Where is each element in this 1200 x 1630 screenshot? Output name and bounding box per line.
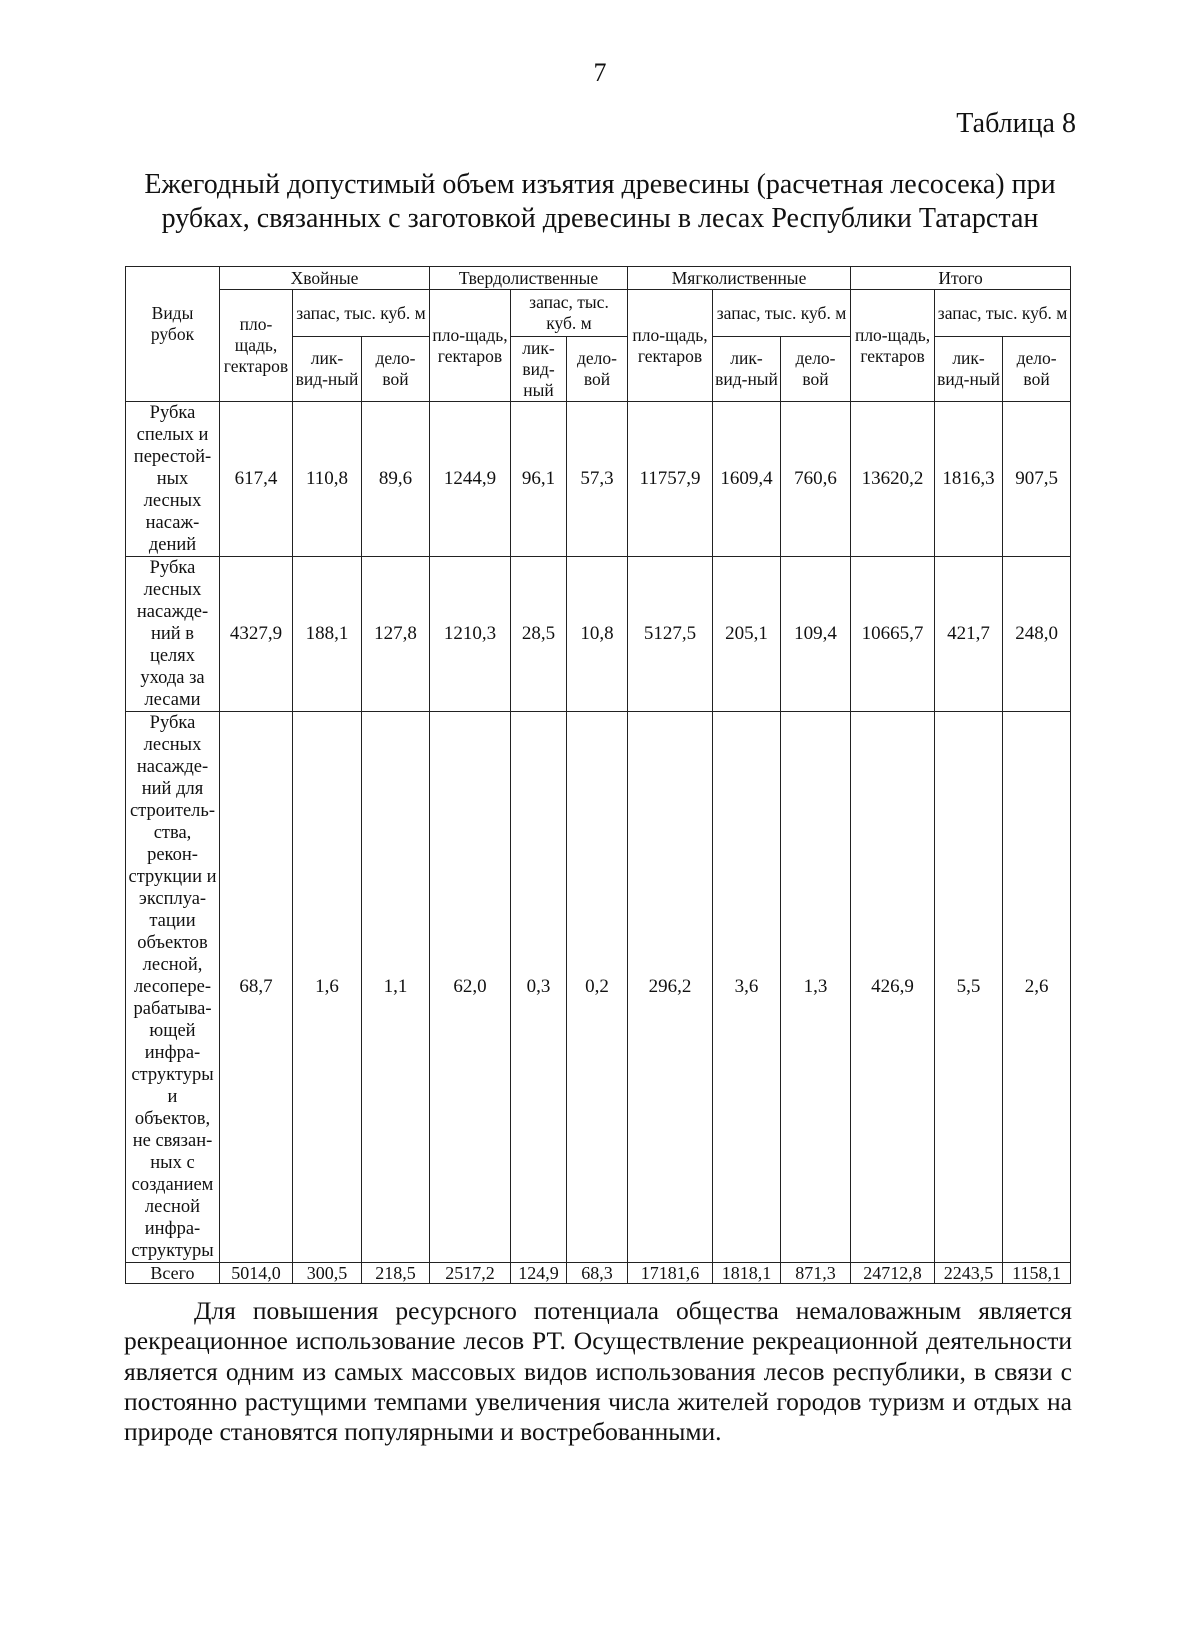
business-header: дело-вой: [1003, 337, 1071, 402]
cell: 296,2: [628, 712, 713, 1263]
cell: 4327,9: [220, 557, 293, 712]
total-cell: 2517,2: [430, 1263, 511, 1284]
stock-header: запас, тыс. куб. м: [713, 290, 851, 337]
group-header-total: Итого: [851, 267, 1071, 290]
cell: 10665,7: [851, 557, 935, 712]
group-header-conifer: Хвойные: [220, 267, 430, 290]
area-header: пло-щадь, гектаров: [430, 290, 511, 402]
total-cell: 1818,1: [713, 1263, 781, 1284]
cell: 1244,9: [430, 402, 511, 557]
cell: 3,6: [713, 712, 781, 1263]
cell: 11757,9: [628, 402, 713, 557]
total-cell: 871,3: [781, 1263, 851, 1284]
table-label: Таблица 8: [956, 108, 1076, 139]
area-header: пло-щадь, гектаров: [851, 290, 935, 402]
cell: 68,7: [220, 712, 293, 1263]
total-label: Всего: [126, 1263, 220, 1284]
total-cell: 68,3: [567, 1263, 628, 1284]
table-row: [126, 402, 1071, 557]
business-header: дело-вой: [362, 337, 430, 402]
body-paragraph: Для повышения ресурсного потенциала общества немаловажным является рекреационное использование лесов РТ. Осуществление рекреационной деятельности является одним из самых массовых видов использования лесов республики, в связи с постоянно растущими темпами увеличения числа жителей городов туризм и отдых на природе становятся популярными и востребованными.: [124, 1296, 1072, 1447]
page-number: 7: [593, 58, 607, 87]
liquid-header: лик-вид-ный: [293, 337, 362, 402]
stock-header: запас, тыс. куб. м: [511, 290, 628, 337]
row-name: Рубка спелых и перестой-ных лесных насаж-дений: [126, 402, 220, 557]
row-name: Рубка лесных насажде-ний для строитель-ства, рекон-струкции и эксплуа-тации объектов лесной, лесопере-рабатыва-ющей инфра-структуры и объектов, не связан-ных с созданием лесной инфра-структуры: [126, 712, 220, 1263]
total-cell: 24712,8: [851, 1263, 935, 1284]
cell: 248,0: [1003, 557, 1071, 712]
group-header-softwood: Мягколиственные: [628, 267, 851, 290]
cell: 110,8: [293, 402, 362, 557]
total-cell: 218,5: [362, 1263, 430, 1284]
business-header: дело-вой: [567, 337, 628, 402]
cell: 1,3: [781, 712, 851, 1263]
table-title: Ежегодный допустимый объем изъятия древесины (расчетная лесосека) при рубках, связанных с заготовкой древесины в лесах Республики Татарстан: [144, 169, 1056, 234]
cell: 1816,3: [935, 402, 1003, 557]
row-header: Виды рубок: [126, 267, 220, 402]
liquid-header: лик-вид-ный: [713, 337, 781, 402]
cell: 10,8: [567, 557, 628, 712]
cell: 28,5: [511, 557, 567, 712]
total-cell: 300,5: [293, 1263, 362, 1284]
cell: 5,5: [935, 712, 1003, 1263]
total-cell: 124,9: [511, 1263, 567, 1284]
cell: 1210,3: [430, 557, 511, 712]
business-header: дело-вой: [781, 337, 851, 402]
cell: 760,6: [781, 402, 851, 557]
total-row: [126, 1263, 1071, 1284]
total-cell: 1158,1: [1003, 1263, 1071, 1284]
area-header: пло-щадь, гектаров: [628, 290, 713, 402]
cell: 109,4: [781, 557, 851, 712]
table-row: [126, 712, 1071, 1263]
harvest-table: [125, 266, 1071, 1284]
total-cell: 5014,0: [220, 1263, 293, 1284]
cell: 5127,5: [628, 557, 713, 712]
cell: 2,6: [1003, 712, 1071, 1263]
cell: 1609,4: [713, 402, 781, 557]
cell: 205,1: [713, 557, 781, 712]
table-row: [126, 557, 1071, 712]
cell: 13620,2: [851, 402, 935, 557]
cell: 1,6: [293, 712, 362, 1263]
cell: 1,1: [362, 712, 430, 1263]
group-header-hardwood: Твердолиственные: [430, 267, 628, 290]
total-cell: 17181,6: [628, 1263, 713, 1284]
cell: 421,7: [935, 557, 1003, 712]
cell: 907,5: [1003, 402, 1071, 557]
stock-header: запас, тыс. куб. м: [293, 290, 430, 337]
cell: 188,1: [293, 557, 362, 712]
cell: 89,6: [362, 402, 430, 557]
cell: 0,3: [511, 712, 567, 1263]
liquid-header: лик-вид-ный: [935, 337, 1003, 402]
cell: 426,9: [851, 712, 935, 1263]
cell: 127,8: [362, 557, 430, 712]
cell: 617,4: [220, 402, 293, 557]
stock-header: запас, тыс. куб. м: [935, 290, 1071, 337]
cell: 57,3: [567, 402, 628, 557]
liquid-header: лик-вид-ный: [511, 337, 567, 402]
cell: 0,2: [567, 712, 628, 1263]
row-name: Рубка лесных насажде-ний в целях ухода за лесами: [126, 557, 220, 712]
cell: 62,0: [430, 712, 511, 1263]
total-cell: 2243,5: [935, 1263, 1003, 1284]
area-header: пло-щадь, гектаров: [220, 290, 293, 402]
cell: 96,1: [511, 402, 567, 557]
